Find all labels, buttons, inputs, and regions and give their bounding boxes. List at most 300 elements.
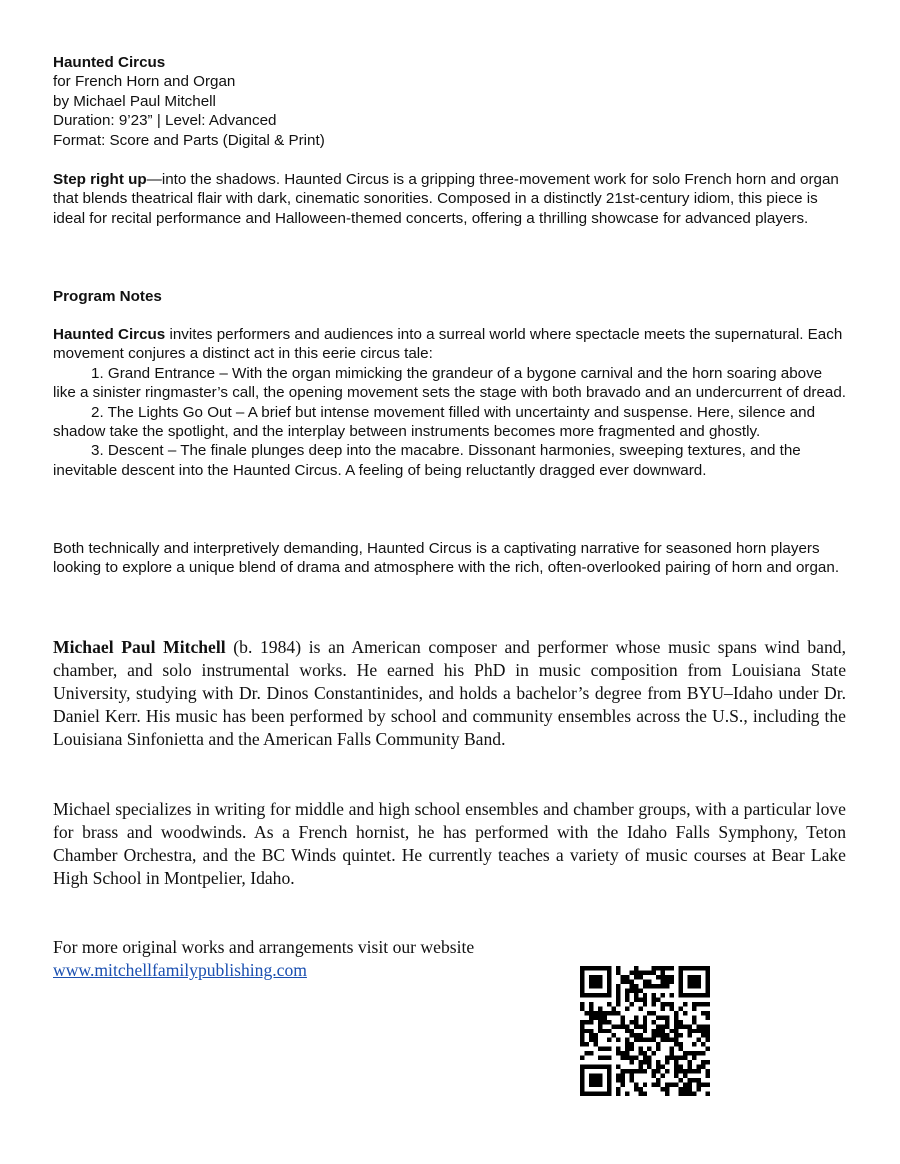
qr-module — [683, 1087, 687, 1091]
qr-module — [683, 1092, 687, 1096]
qr-module — [652, 1069, 656, 1073]
qr-module — [647, 984, 651, 988]
qr-module — [625, 1038, 629, 1042]
qr-module — [670, 1006, 674, 1010]
qr-module — [665, 1002, 669, 1006]
qr-module — [611, 1033, 615, 1037]
qr-module — [629, 979, 633, 983]
qr-module — [589, 1002, 593, 1006]
qr-module — [643, 1056, 647, 1060]
qr-module — [706, 1060, 710, 1064]
qr-module — [634, 1083, 638, 1087]
qr-module — [665, 1024, 669, 1028]
details-line: Duration: 9’23” | Level: Advanced — [53, 112, 277, 130]
qr-module — [701, 1002, 705, 1006]
qr-module — [706, 1011, 710, 1015]
qr-module — [706, 1038, 710, 1042]
qr-module — [679, 1056, 683, 1060]
qr-module — [692, 1006, 696, 1010]
qr-module — [647, 1056, 651, 1060]
qr-module — [665, 1083, 669, 1087]
qr-module — [589, 1038, 593, 1042]
qr-module — [679, 1047, 683, 1051]
program-notes-intro: invites performers and audiences into a surreal world where spectacle meets the supernatural. Each movement conjures a distinct act in this eerie circus tale: — [53, 326, 843, 363]
qr-module — [629, 1029, 633, 1033]
qr-module — [629, 988, 633, 992]
qr-module — [656, 975, 660, 979]
qr-module — [674, 1011, 678, 1015]
qr-module — [647, 1038, 651, 1042]
qr-module — [647, 979, 651, 983]
qr-module — [643, 1069, 647, 1073]
qr-module — [643, 1015, 647, 1019]
qr-module — [706, 1047, 710, 1051]
qr-module — [661, 975, 665, 979]
qr-module — [625, 1029, 629, 1033]
qr-module — [656, 1083, 660, 1087]
qr-module — [602, 1020, 606, 1024]
qr-module — [692, 1051, 696, 1055]
qr-module — [679, 1042, 683, 1046]
qr-module — [589, 1051, 593, 1055]
qr-module — [701, 1065, 705, 1069]
qr-module — [616, 1024, 620, 1028]
qr-module — [688, 1087, 692, 1091]
qr-module — [670, 1029, 674, 1033]
qr-module — [697, 1002, 701, 1006]
qr-module — [679, 1065, 683, 1069]
qr-module — [607, 1047, 611, 1051]
qr-module — [683, 1051, 687, 1055]
qr-module — [643, 1083, 647, 1087]
qr-module — [638, 988, 642, 992]
qr-module — [656, 1015, 660, 1019]
qr-module — [638, 1033, 642, 1037]
qr-module — [692, 1092, 696, 1096]
qr-module — [688, 1065, 692, 1069]
qr-module — [665, 1020, 669, 1024]
program-notes-closing — [53, 539, 846, 578]
qr-module — [629, 970, 633, 974]
intro-paragraph — [53, 170, 846, 228]
qr-module — [688, 1051, 692, 1055]
qr-module — [688, 1033, 692, 1037]
qr-module — [625, 1069, 629, 1073]
qr-module — [611, 1024, 615, 1028]
qr-module — [634, 1069, 638, 1073]
qr-module — [683, 1074, 687, 1078]
qr-module — [634, 1087, 638, 1091]
intro-text: —into the shadows. Haunted Circus is a gripping three-movement work for solo French horn and organ that blends theatrical flair with dark, cinematic sonorities. Composed in a distinctly 21st-century idiom, this piece is ideal for recital performance and Halloween-themed concerts, offering a thrilling showcase for advanced players. — [53, 171, 839, 227]
qr-module — [598, 1011, 602, 1015]
qr-module — [602, 1047, 606, 1051]
qr-module — [670, 1038, 674, 1042]
qr-module — [580, 1038, 584, 1042]
qr-module — [598, 1006, 602, 1010]
qr-module — [638, 1047, 642, 1051]
qr-module — [656, 1065, 660, 1069]
qr-module — [629, 1060, 633, 1064]
qr-module — [706, 1074, 710, 1078]
bio-para1-text: (b. 1984) is an American composer and performer whose music spans wind band, chamber, and solo instrumental works. He earned his PhD in music composition from Louisiana State University, studying with Dr. Dinos Constantinides, and holds a bachelor’s degree from BYU–Idaho under Dr. Daniel Kerr. His music has been performed by school and community ensembles across the U.S., including the Louisiana Sinfonietta and the American Falls Community Band. — [53, 637, 846, 749]
qr-module — [607, 1038, 611, 1042]
qr-module — [661, 966, 665, 970]
qr-module — [593, 1038, 597, 1042]
intro-lead: Step right up — [53, 171, 147, 188]
qr-module — [643, 1020, 647, 1024]
qr-module — [661, 1087, 665, 1091]
qr-module — [598, 1015, 602, 1019]
qr-module — [620, 1083, 624, 1087]
qr-module — [620, 1020, 624, 1024]
qr-module — [665, 1033, 669, 1037]
qr-module — [616, 997, 620, 1001]
qr-module — [674, 1020, 678, 1024]
qr-module — [580, 1029, 584, 1033]
qr-finder-bottom-left — [580, 1065, 611, 1096]
qr-module — [697, 1038, 701, 1042]
qr-module — [661, 1029, 665, 1033]
qr-module — [661, 1006, 665, 1010]
qr-module — [665, 966, 669, 970]
qr-module — [688, 1024, 692, 1028]
qr-module — [616, 1038, 620, 1042]
qr-module — [683, 1069, 687, 1073]
qr-module — [688, 1029, 692, 1033]
qr-module — [665, 1060, 669, 1064]
qr-module — [580, 1056, 584, 1060]
qr-module — [674, 1069, 678, 1073]
qr-module — [697, 1051, 701, 1055]
qr-module — [638, 1069, 642, 1073]
qr-module — [616, 1074, 620, 1078]
qr-module — [701, 1029, 705, 1033]
qr-code-icon[interactable] — [580, 966, 710, 1096]
qr-module — [580, 1042, 584, 1046]
qr-module — [638, 1092, 642, 1096]
qr-module — [580, 1002, 584, 1006]
qr-module — [629, 1056, 633, 1060]
qr-module — [674, 1029, 678, 1033]
qr-module — [598, 1029, 602, 1033]
qr-module — [706, 1033, 710, 1037]
qr-module — [643, 1092, 647, 1096]
qr-module — [679, 1006, 683, 1010]
program-notes-heading: Program Notes — [53, 288, 162, 305]
qr-module — [674, 1033, 678, 1037]
qr-module — [656, 1069, 660, 1073]
qr-module — [701, 1033, 705, 1037]
qr-module — [643, 1038, 647, 1042]
qr-module — [674, 1074, 678, 1078]
qr-module — [616, 1011, 620, 1015]
qr-module — [629, 1020, 633, 1024]
qr-module — [629, 1033, 633, 1037]
qr-module — [616, 1078, 620, 1082]
qr-module — [634, 988, 638, 992]
qr-module — [625, 979, 629, 983]
qr-module — [638, 997, 642, 1001]
qr-module — [652, 1074, 656, 1078]
qr-module — [656, 1060, 660, 1064]
qr-module — [584, 1051, 588, 1055]
qr-module — [692, 1029, 696, 1033]
qr-module — [670, 1002, 674, 1006]
qr-module — [593, 1033, 597, 1037]
qr-module — [616, 1002, 620, 1006]
qr-module — [697, 1029, 701, 1033]
qr-module — [607, 1029, 611, 1033]
website-link[interactable]: www.mitchellfamilypublishing.com — [53, 960, 307, 980]
qr-module — [602, 1015, 606, 1019]
qr-module — [652, 1011, 656, 1015]
qr-module — [674, 1065, 678, 1069]
qr-module — [706, 1002, 710, 1006]
qr-module — [697, 1078, 701, 1082]
instrumentation-line: for French Horn and Organ — [53, 73, 236, 91]
qr-module — [634, 997, 638, 1001]
qr-module — [616, 1051, 620, 1055]
qr-module — [616, 1065, 620, 1069]
qr-module — [679, 1020, 683, 1024]
qr-module — [580, 1033, 584, 1037]
qr-module — [661, 984, 665, 988]
qr-module — [598, 1024, 602, 1028]
qr-module — [625, 988, 629, 992]
qr-module — [616, 970, 620, 974]
movement-3: 3. Descent – The finale plunges deep into the macabre. Dissonant harmonies, sweeping textures, and the inevitable descent into the Haunted Circus. A feeling of being reluctantly dragged ever downward. — [53, 442, 801, 479]
qr-module — [643, 984, 647, 988]
qr-module — [620, 1078, 624, 1082]
qr-module — [643, 1024, 647, 1028]
qr-module — [706, 1069, 710, 1073]
qr-module — [688, 1078, 692, 1082]
qr-module — [656, 1078, 660, 1082]
qr-module — [611, 1006, 615, 1010]
movement-2: 2. The Lights Go Out – A brief but intense movement filled with uncertainty and suspense. Here, silence and shadow take the spotlight, and the interplay between instruments becomes more fragmented and ghostly. — [53, 403, 816, 441]
program-notes-heading-block — [53, 287, 846, 306]
qr-module — [661, 1024, 665, 1028]
qr-module — [670, 975, 674, 979]
qr-module — [692, 1069, 696, 1073]
qr-module — [656, 1029, 660, 1033]
qr-module — [589, 1006, 593, 1010]
qr-module — [679, 1078, 683, 1082]
qr-module — [665, 1087, 669, 1091]
qr-module — [638, 970, 642, 974]
qr-module — [701, 1024, 705, 1028]
qr-module — [679, 1033, 683, 1037]
qr-module — [692, 1042, 696, 1046]
qr-module — [634, 975, 638, 979]
qr-module — [706, 1015, 710, 1019]
format-line: Format: Score and Parts (Digital & Print) — [53, 131, 325, 149]
qr-module — [652, 984, 656, 988]
qr-module — [620, 1051, 624, 1055]
qr-module — [625, 1056, 629, 1060]
qr-module — [692, 1002, 696, 1006]
qr-module — [643, 1029, 647, 1033]
qr-module — [602, 1011, 606, 1015]
qr-module — [598, 1056, 602, 1060]
qr-module — [652, 1020, 656, 1024]
qr-module — [602, 1029, 606, 1033]
qr-module — [661, 1065, 665, 1069]
qr-module — [598, 1047, 602, 1051]
qr-module — [706, 1083, 710, 1087]
qr-module — [643, 1060, 647, 1064]
qr-module — [674, 1056, 678, 1060]
qr-module — [589, 1015, 593, 1019]
qr-module — [598, 1020, 602, 1024]
qr-module — [643, 993, 647, 997]
qr-module — [625, 1047, 629, 1051]
qr-module — [661, 1074, 665, 1078]
qr-module — [652, 966, 656, 970]
qr-module — [692, 1020, 696, 1024]
qr-module — [625, 997, 629, 1001]
qr-module — [607, 1020, 611, 1024]
qr-module — [670, 1056, 674, 1060]
qr-module — [674, 1083, 678, 1087]
qr-module — [634, 984, 638, 988]
qr-module — [652, 1033, 656, 1037]
qr-module — [665, 1015, 669, 1019]
qr-module — [652, 993, 656, 997]
composer-line: by Michael Paul Mitchell — [53, 92, 216, 110]
qr-module — [697, 1024, 701, 1028]
qr-module — [683, 1056, 687, 1060]
qr-module — [670, 979, 674, 983]
qr-module — [634, 993, 638, 997]
footer-cta: For more original works and arrangements visit our website — [53, 937, 475, 957]
qr-module — [638, 1065, 642, 1069]
qr-module — [643, 1002, 647, 1006]
qr-module — [647, 1065, 651, 1069]
qr-module — [589, 1029, 593, 1033]
qr-module — [656, 997, 660, 1001]
qr-module — [620, 1024, 624, 1028]
qr-module — [616, 1087, 620, 1091]
qr-module — [688, 1069, 692, 1073]
qr-module — [616, 993, 620, 997]
qr-module — [616, 984, 620, 988]
qr-module — [674, 1060, 678, 1064]
qr-module — [584, 1020, 588, 1024]
qr-module — [701, 1042, 705, 1046]
qr-module — [647, 970, 651, 974]
qr-module — [706, 1092, 710, 1096]
qr-module — [616, 988, 620, 992]
qr-module — [616, 1092, 620, 1096]
qr-module — [620, 1069, 624, 1073]
qr-module — [683, 1083, 687, 1087]
qr-module — [643, 1051, 647, 1055]
qr-module — [629, 1078, 633, 1082]
qr-module — [638, 1087, 642, 1091]
qr-module — [652, 1038, 656, 1042]
qr-module — [589, 1033, 593, 1037]
qr-module — [697, 1065, 701, 1069]
qr-module — [625, 1042, 629, 1046]
qr-module — [656, 966, 660, 970]
qr-module — [679, 1069, 683, 1073]
qr-module — [688, 1092, 692, 1096]
qr-module — [620, 1015, 624, 1019]
qr-module — [665, 979, 669, 983]
qr-module — [643, 979, 647, 983]
qr-module — [661, 1015, 665, 1019]
piece-title: Haunted Circus — [53, 54, 166, 71]
qr-module — [688, 1083, 692, 1087]
qr-module — [679, 1092, 683, 1096]
movement-1: 1. Grand Entrance – With the organ mimicking the grandeur of a bygone carnival and the horn soaring above like a sinister ringmaster’s call, the opening movement sets the stage with both bravado and an undercurrent of dread. — [53, 364, 847, 402]
qr-module — [580, 1024, 584, 1028]
qr-module — [589, 1020, 593, 1024]
qr-module — [593, 1015, 597, 1019]
qr-module — [625, 1051, 629, 1055]
qr-module — [683, 1024, 687, 1028]
qr-module — [692, 1078, 696, 1082]
qr-module — [670, 993, 674, 997]
qr-module — [584, 1029, 588, 1033]
qr-module — [634, 1033, 638, 1037]
closing-text: Both technically and interpretively demanding, Haunted Circus is a captivating narrative for seasoned horn players looking to explore a unique blend of drama and atmosphere with the rich, often-overlooked pairing of horn and organ. — [53, 540, 840, 577]
bio-para2-text: Michael specializes in writing for middle and high school ensembles and chamber groups, with a particular love for brass and woodwinds. As a French hornist, he has performed with the Idaho Falls Symphony, Teton Chamber Orchestra, and the BC Winds quintet. He currently teaches a variety of music courses at Bear Lake High School in Montpelier, Idaho. — [53, 799, 846, 888]
qr-module — [679, 1024, 683, 1028]
qr-module — [616, 966, 620, 970]
qr-module — [611, 1011, 615, 1015]
qr-module — [634, 1056, 638, 1060]
qr-module — [652, 1029, 656, 1033]
qr-module — [643, 997, 647, 1001]
qr-module — [661, 970, 665, 974]
qr-module — [683, 1011, 687, 1015]
qr-finder-top-left — [580, 966, 611, 997]
qr-module — [652, 1083, 656, 1087]
qr-module — [706, 1024, 710, 1028]
program-notes-body — [53, 325, 846, 480]
bio-name: Michael Paul Mitchell — [53, 637, 226, 657]
qr-module — [652, 970, 656, 974]
qr-module — [625, 1006, 629, 1010]
qr-module — [674, 1024, 678, 1028]
qr-module — [643, 970, 647, 974]
qr-module — [665, 975, 669, 979]
qr-module — [607, 1002, 611, 1006]
qr-module — [584, 1042, 588, 1046]
qr-module — [701, 1083, 705, 1087]
qr-module — [674, 1038, 678, 1042]
qr-module — [629, 1069, 633, 1073]
qr-module — [629, 984, 633, 988]
qr-module — [679, 1087, 683, 1091]
qr-module — [625, 975, 629, 979]
qr-module — [647, 1011, 651, 1015]
qr-module — [656, 1024, 660, 1028]
qr-module — [620, 975, 624, 979]
qr-module — [692, 1056, 696, 1060]
qr-module — [638, 1006, 642, 1010]
qr-module — [697, 1069, 701, 1073]
qr-module — [670, 966, 674, 970]
qr-module — [670, 1083, 674, 1087]
qr-module — [620, 979, 624, 983]
qr-module — [647, 1060, 651, 1064]
qr-module — [607, 1011, 611, 1015]
qr-module — [634, 1038, 638, 1042]
qr-module — [697, 1083, 701, 1087]
